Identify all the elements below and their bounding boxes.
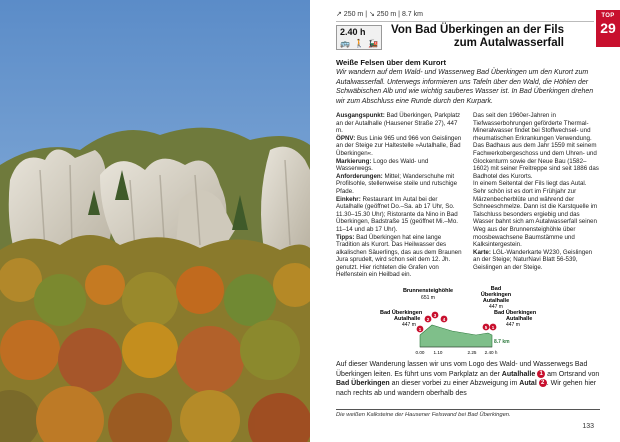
tour-header	[336, 21, 594, 50]
info-right-paragraph	[473, 112, 599, 180]
profile-marker-4	[441, 316, 448, 323]
profile-marker-end	[490, 324, 497, 331]
profile-distance: 8.7 km	[494, 339, 510, 345]
route-text-3: an dieser vorbei zu einer Abzweigung im	[389, 380, 520, 388]
svg-text:3: 3	[433, 313, 437, 318]
profile-tick-3: 2.40 h	[484, 350, 498, 355]
section-subheading: Weiße Felsen über dem Kurort	[336, 58, 446, 67]
info-left-paragraph	[336, 135, 462, 158]
profile-right-elev: 447 m	[506, 322, 520, 328]
info-left-label: Tipps:	[336, 233, 355, 241]
info-left-label: ÖPNV:	[336, 134, 356, 142]
info-left-paragraph	[336, 234, 462, 280]
info-right-paragraph	[473, 180, 599, 248]
info-left-text: Mittel; Wanderschuhe mit Profilsohle, stellenweise steile und rutschige Pfade.	[336, 172, 458, 195]
profile-right-label-1: Bad Überkingen	[494, 310, 537, 316]
waypoint-badge-2: 2	[539, 379, 547, 387]
profile-marker-1	[417, 326, 424, 333]
info-right-text: In einem Seitental der Fils liegt das Autal. Sehr schön ist es dort im Frühjahr zur Märzenbecherblüte und während der Schneeschmelze. Dann ist die Karstquelle im Talschluss besonders ergiebig und das Wasser bahnt sich am Autalwasserfall seinen Weg aus der Brunnensteighöhle über moosbewachsene Baumstämme und Kalksintergestein.	[473, 180, 598, 249]
tour-stats: ↗ 250 m | ↘ 250 m | 8.7 km	[336, 11, 423, 18]
tour-number: 29	[600, 20, 616, 36]
info-left-text: Bad Überkingen hat eine lange Tradition als Kurort. Das Heilwasser des alkalischen Säuerlings, das aus dem Braunen Jura sprudelt, wird schon seit dem 12. Jh. genutzt. Hier richteten die Grafen von Helfenstein ein Heilbad ein.	[336, 233, 462, 279]
info-right-paragraph	[473, 249, 599, 272]
profile-left-label-2: Autalhalle	[394, 316, 421, 322]
top-tab-label: TOP	[601, 13, 615, 19]
tour-title-line2: zum Autalwasserfall	[453, 37, 564, 49]
profile-mid-label-2: Überkingen	[480, 292, 512, 298]
tour-page	[310, 0, 620, 442]
info-left-label: Markierung:	[336, 157, 372, 165]
elevation-profile	[380, 285, 540, 355]
profile-right-label-2: Autalhalle	[506, 316, 533, 322]
profile-tick-0: 0.00	[415, 350, 425, 355]
top-tour-tab	[596, 10, 620, 47]
duration-text: 2.40 h	[340, 27, 366, 37]
info-column-left	[336, 112, 462, 279]
route-bold-autal: Autal	[519, 380, 537, 388]
info-left-text: Bus Linie 965 und 966 von Geislingen an der Steige zur Haltestelle »Autalhalle, Bad Überkingen«.	[336, 134, 462, 157]
profile-terrain	[420, 325, 492, 347]
page-number: 133	[582, 423, 594, 430]
info-left-text: Restaurant Im Autal bei der Autalhalle (geöffnet Do.–Sa. ab 17 Uhr, So. 11.30–15.30 Uhr); Ristorante da Nino in Bad Überkingen, Badstraße 15 (geöffnet Mi.–Mo. 11–14 und ab 17 Uhr).	[336, 195, 458, 233]
svg-text:1: 1	[418, 327, 422, 332]
info-left-text: Bad Überkingen, Parkplatz an der Autalhalle (Hausener Straße 27), 447 m.	[336, 112, 461, 135]
svg-text:2: 2	[426, 317, 430, 322]
info-left-text: Logo des Wald- und Wasserwegs.	[336, 157, 429, 173]
profile-marker-2	[425, 316, 432, 323]
route-bold-bad-ueberkingen: Bad Überkingen	[336, 380, 390, 388]
duration-box	[336, 25, 382, 50]
svg-text:1: 1	[491, 325, 495, 330]
profile-mid-label-3: Autalhalle	[482, 298, 510, 304]
info-left-paragraph	[336, 158, 462, 173]
profile-peak-elev: 651 m	[421, 295, 435, 301]
info-column-right	[473, 112, 599, 271]
svg-text:5: 5	[484, 325, 488, 330]
profile-marker-5	[483, 324, 490, 331]
route-description	[336, 360, 600, 398]
profile-marker-3	[432, 312, 439, 319]
info-right-text: Das seit den 1960er-Jahren in Tiefwasserbohrungen geförderte Thermal-Mineralwasser findet bei Stoffwechsel- und rheumatischen Erkrankungen Verwendung. Das Badhaus aus dem Jahr 1559 mit seinem Fachwerkobergeschoss und dem Uhren- und Glockenturm sowie der Neue Bau (1582–1602) mit seiner Freitreppe sind seit 1886 das Badhotel des Kurorts.	[473, 112, 599, 180]
photo-caption: Die weißen Kalksteine der Hausener Felswand bei Bad Überkingen.	[336, 409, 600, 418]
profile-tick-2: 2.25	[467, 350, 477, 355]
route-bold-autalhalle: Autalhalle	[501, 370, 536, 378]
svg-text:4: 4	[442, 317, 446, 322]
info-left-label: Ausgangspunkt:	[336, 112, 385, 119]
profile-tick-1: 1.10	[433, 350, 443, 355]
info-right-label: Karte:	[473, 248, 491, 256]
route-text-4: . Wir gehen hier nach rechts ab und wandern oberhalb des	[336, 380, 597, 397]
info-right-text: LGL-Wanderkarte W230, Geislingen an der Steige; NaturNavi Blatt 56-539, Geislingen an der Steige.	[473, 248, 593, 271]
info-left-paragraph	[336, 112, 462, 135]
info-left-paragraph	[336, 196, 462, 234]
profile-left-label-1: Bad Überkingen	[380, 310, 423, 316]
waypoint-badge-1: 1	[537, 370, 545, 378]
profile-mid-label-1: Bad	[490, 286, 502, 292]
info-left-label: Anforderungen:	[336, 172, 383, 180]
profile-left-elev: 447 m	[402, 322, 416, 328]
info-left-paragraph	[336, 173, 462, 196]
intro-text: Wir wandern auf dem Wald- und Wasserweg Bad Überkingen um den Kurort zum Autalwasserfall. Unterwegs informieren uns Tafeln über den Wald, die Höhlen der Schwäbischen Alb und wie wichtig sauberes Wasser ist. In Bad Überkingen drehen wir zum Abschluss eine Runde durch den Kurpark.	[336, 69, 594, 105]
profile-peak-label: Brunnensteighöhle	[402, 288, 454, 294]
tour-title-line1: Von Bad Überkingen an der Fils	[391, 24, 564, 36]
info-left-label: Einkehr:	[336, 195, 361, 203]
route-text-2: am Ortsrand von	[545, 370, 600, 378]
transport-icons: 🚌 🚶 🚂	[340, 39, 380, 48]
profile-mid-elev: 447 m	[489, 304, 503, 310]
route-text-1: Auf dieser Wanderung lassen wir uns vom Logo des Wald- und Wasserwegs Bad Überkingen leiten. Es führt uns vom Parkplatz an der	[336, 361, 588, 378]
